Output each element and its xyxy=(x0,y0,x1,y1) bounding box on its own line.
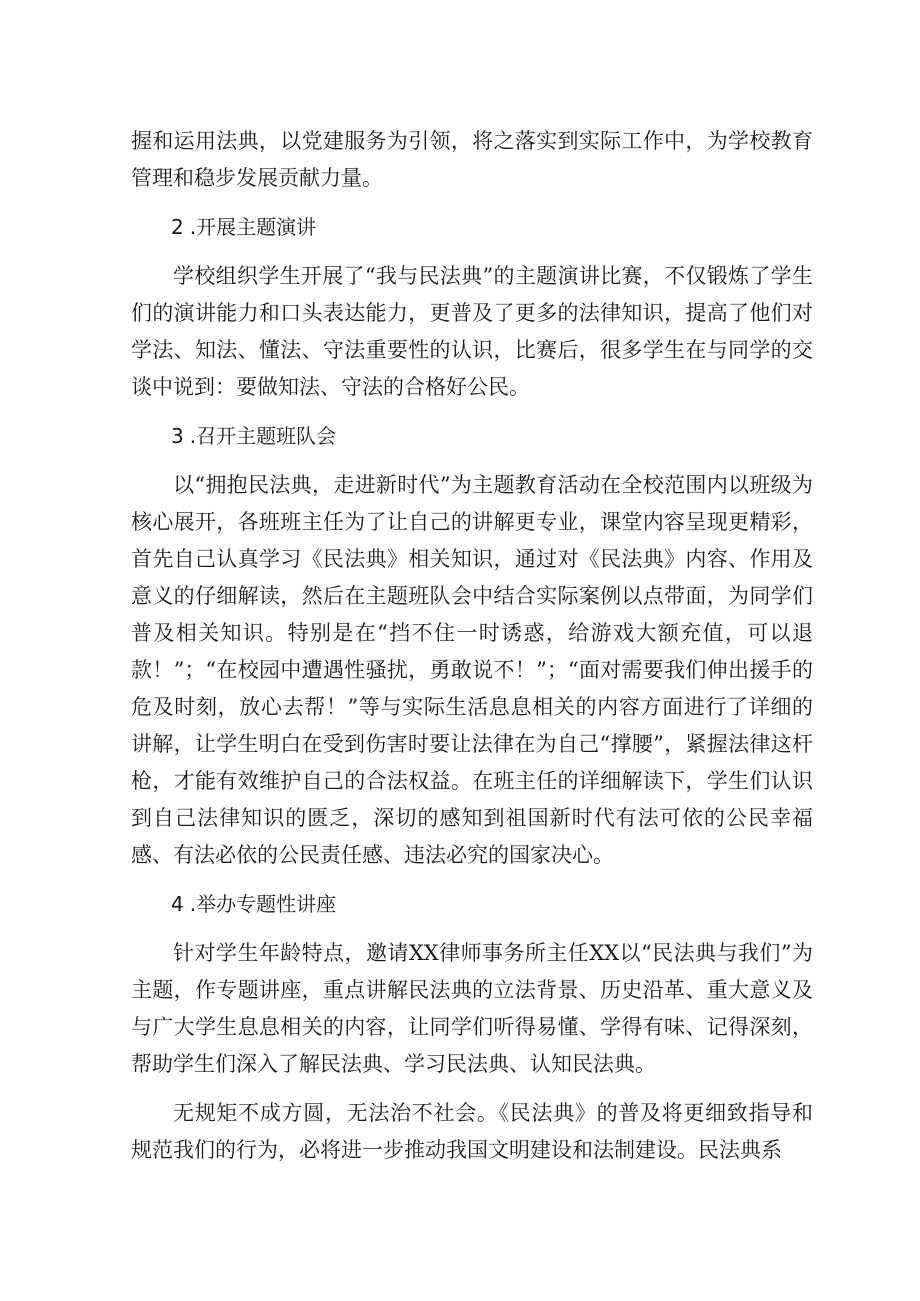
section-title: .开展主题演讲 xyxy=(189,215,317,239)
document-body xyxy=(131,123,813,1181)
section-number: 3 xyxy=(171,424,184,448)
section-heading-3 xyxy=(131,418,813,455)
closing-paragraph: 无规矩不成方圆，无法治不社会。《民法典》的普及将更细致指导和规范我们的行为，必将进一步推动我国文明建设和法制建设。民法典系 xyxy=(131,1101,813,1162)
section-title: .召开主题班队会 xyxy=(189,424,337,448)
section-body-4: 针对学生年龄特点，邀请XX律师事务所主任XX以“民法典与我们”为主题，作专题讲座，重点讲解民法典的立法背景、历史沿革、重大意义及与广大学生息息相关的内容，让同学们听得易懂、学得有味、记得深刻，帮助学生们深入了解民法典、学习民法典、认知民法典。 xyxy=(131,941,813,1076)
section-body-2: 学校组织学生开展了“我与民法典”的主题演讲比赛，不仅锻炼了学生们的演讲能力和口头表达能力，更普及了更多的法律知识，提高了他们对学法、知法、懂法、守法重要性的认识，比赛后，很多学生在与同学的交谈中说到：要做知法、守法的合格好公民。 xyxy=(131,264,813,399)
section-number: 4 xyxy=(171,892,184,916)
intro-paragraph: 握和运用法典，以党建服务为引领，将之落实到实际工作中，为学校教育管理和稳步发展贡献力量。 xyxy=(131,129,813,190)
section-heading-4 xyxy=(131,886,813,923)
section-title: .举办专题性讲座 xyxy=(189,892,337,916)
section-heading-2 xyxy=(131,209,813,246)
section-number: 2 xyxy=(171,215,184,239)
section-body-3: 以“拥抱民法典，走进新时代”为主题教育活动在全校范围内以班级为核心展开，各班班主任为了让自己的讲解更专业，课堂内容呈现更精彩，首先自己认真学习《民法典》相关知识，通过对《民法典》内容、作用及意义的仔细解读，然后在主题班队会中结合实际案例以点带面，为同学们普及相关知识。特别是在“挡不住一时诱惑，给游戏大额充值，可以退款！”；“在校园中遭遇性骚扰，勇敢说不！”；“面对需要我们伸出援手的危及时刻，放心去帮！”等与实际生活息息相关的内容方面进行了详细的讲解，让学生明白在受到伤害时要让法律在为自己“撑腰”，紧握法律这杆枪，才能有效维护自己的合法权益。在班主任的详细解读下，学生们认识到自己法律知识的匮乏，深切的感知到祖国新时代有法可依的公民幸福感、有法必依的公民责任感、违法必究的国家决心。 xyxy=(131,473,813,867)
